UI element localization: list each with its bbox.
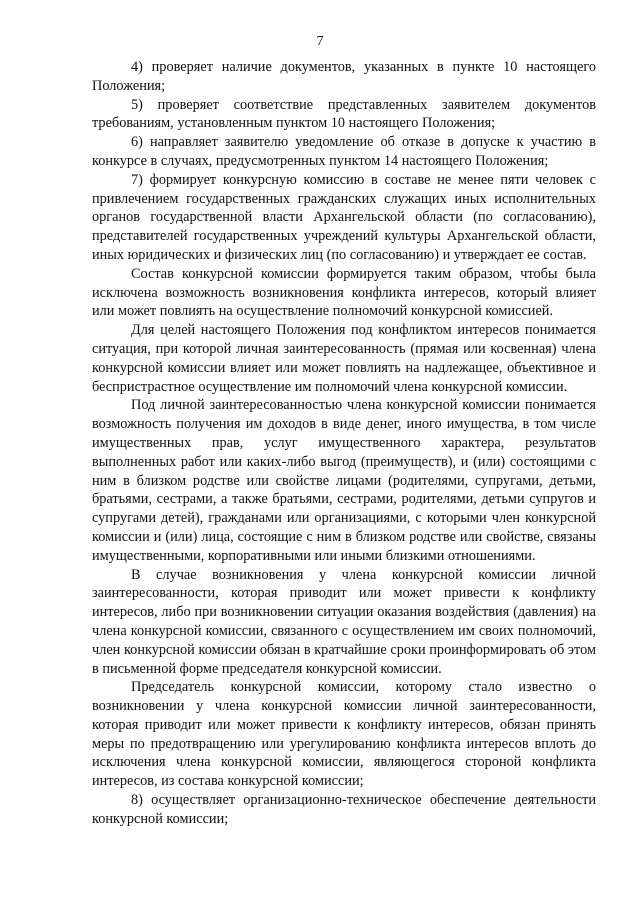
paragraph-conflict-definition: Для целей настоящего Положения под конфликтом интересов понимается ситуация, при которой личная заинтересованность (прямая или косвенная) члена конкурсной комиссии влияет или может повлиять на надлежащее, объективное и беспристрастное осуществление им полномочий члена конкурсной комиссии. [92, 322, 596, 395]
paragraph-item-8: 8) осуществляет организационно-техническое обеспечение деятельности конкурсной комиссии; [92, 792, 596, 827]
paragraph-personal-interest-definition: Под личной заинтересованностью члена конкурсной комиссии понимается возможность получения им доходов в виде денег, иного имущества, в том числе имущественных прав, услуг имущественного характера, результатов выполненных работ или каких-либо выгод (преимуществ), и (или) состоящими с ним в близком родстве или свойстве лицами (родителями, супругами, детьми, братьями, сестрами, а также братьями, сестрами, родителями, детьми супругов и супругами детей), гражданами или организациями, с которыми член конкурсной комиссии и (или) лица, состоящие с ним в близком родстве или свойстве, связаны имущественными, корпоративными или иными близкими отношениями. [92, 397, 596, 564]
paragraph-commission-composition: Состав конкурсной комиссии формируется таким образом, чтобы была исключена возможность возникновения конфликта интересов, который влияет или может повлиять на осуществление полномочий конкурсной комиссией. [92, 265, 596, 320]
document-body [92, 58, 596, 829]
paragraph-item-5: 5) проверяет соответствие представленных заявителем документов требованиям, установленным пунктом 10 настоящего Положения; [92, 96, 596, 132]
paragraph-item-7: 7) формирует конкурсную комиссию в составе не менее пяти человек с привлечением государственных гражданских служащих иных исполнительных органов государственной власти Архангельской области (по согласованию), представителей государственных учреждений культуры Архангельской области, иных юридических и физических лиц (по согласованию) и утверждает ее состав. [92, 171, 596, 263]
paragraph-chairman-measures: Председатель конкурсной комиссии, которому стало известно о возникновении у члена конкурсной комиссии личной заинтересованности, которая приводит или может привести к конфликту интересов, обязан принять меры по предотвращению или урегулированию конфликта интересов вплоть до исключения члена конкурсной комиссии, являющегося стороной конфликта интересов, из состава конкурсной комиссии; [92, 679, 596, 790]
paragraph-item-4: 4) проверяет наличие документов, указанных в пункте 10 настоящего Положения; [92, 59, 596, 94]
paragraph-member-obligation: В случае возникновения у члена конкурсной комиссии личной заинтересованности, которая приводит или может привести к конфликту интересов, либо при возникновении ситуации оказания воздействия (давления) на члена конкурсной комиссии, связанного с осуществлением им своих полномочий, член конкурсной комиссии обязан в кратчайшие сроки проинформировать об этом в письменной форме председателя конкурсной комиссии. [92, 566, 596, 677]
page-number: 7 [316, 34, 324, 49]
paragraph-item-6: 6) направляет заявителю уведомление об отказе в допуске к участию в конкурсе в случаях, предусмотренных пунктом 14 настоящего Положения; [92, 134, 596, 169]
